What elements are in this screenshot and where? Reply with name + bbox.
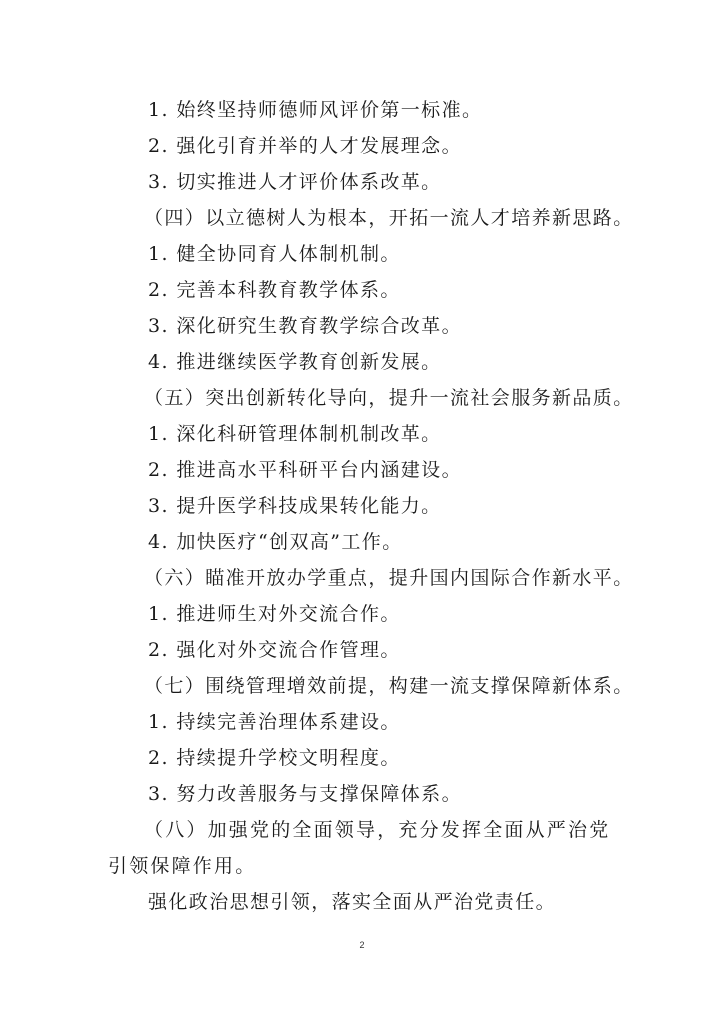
list-item: 2. 强化引育并举的人才发展理念。 — [148, 135, 462, 157]
list-item: 3. 切实推进人才评价体系改革。 — [148, 171, 442, 193]
page-number: 2 — [359, 940, 365, 950]
list-item: 1. 健全协同育人体制机制。 — [148, 243, 401, 265]
list-item: 2. 推进高水平科研平台内涵建设。 — [148, 459, 462, 481]
section-heading: （七）围绕管理增效前提，构建一流支撑保障新体系。 — [144, 675, 634, 697]
section-heading: （五）突出创新转化导向，提升一流社会服务新品质。 — [144, 387, 634, 409]
list-item: 2. 强化对外交流合作管理。 — [148, 639, 401, 661]
section-heading: （六）瞄准开放办学重点，提升国内国际合作新水平。 — [144, 567, 634, 589]
list-item: 4. 推进继续医学教育创新发展。 — [148, 351, 442, 373]
section-heading: （四）以立德树人为根本，开拓一流人才培养新思路。 — [144, 207, 634, 229]
list-item: 4. 加快医疗“创双高”工作。 — [148, 531, 403, 553]
list-item: 1. 深化科研管理体制机制改革。 — [148, 423, 442, 445]
list-item: 1. 始终坚持师德师风评价第一标准。 — [148, 99, 483, 121]
closing-paragraph: 强化政治思想引领，落实全面从严治党责任。 — [148, 891, 557, 913]
line-list — [108, 92, 634, 812]
list-item: 3. 努力改善服务与支撑保障体系。 — [148, 783, 462, 805]
list-item: 3. 深化研究生教育教学综合改革。 — [148, 315, 462, 337]
document-body — [108, 92, 634, 920]
list-item: 3. 提升医学科技成果转化能力。 — [148, 495, 442, 517]
list-item: 2. 完善本科教育教学体系。 — [148, 279, 401, 301]
list-item: 1. 持续完善治理体系建设。 — [148, 711, 401, 733]
section-heading-8: （八）加强党的全面领导，充分发挥全面从严治党引领保障作用。 — [108, 819, 611, 877]
list-item: 1. 推进师生对外交流合作。 — [148, 603, 401, 625]
list-item: 2. 持续提升学校文明程度。 — [148, 747, 401, 769]
